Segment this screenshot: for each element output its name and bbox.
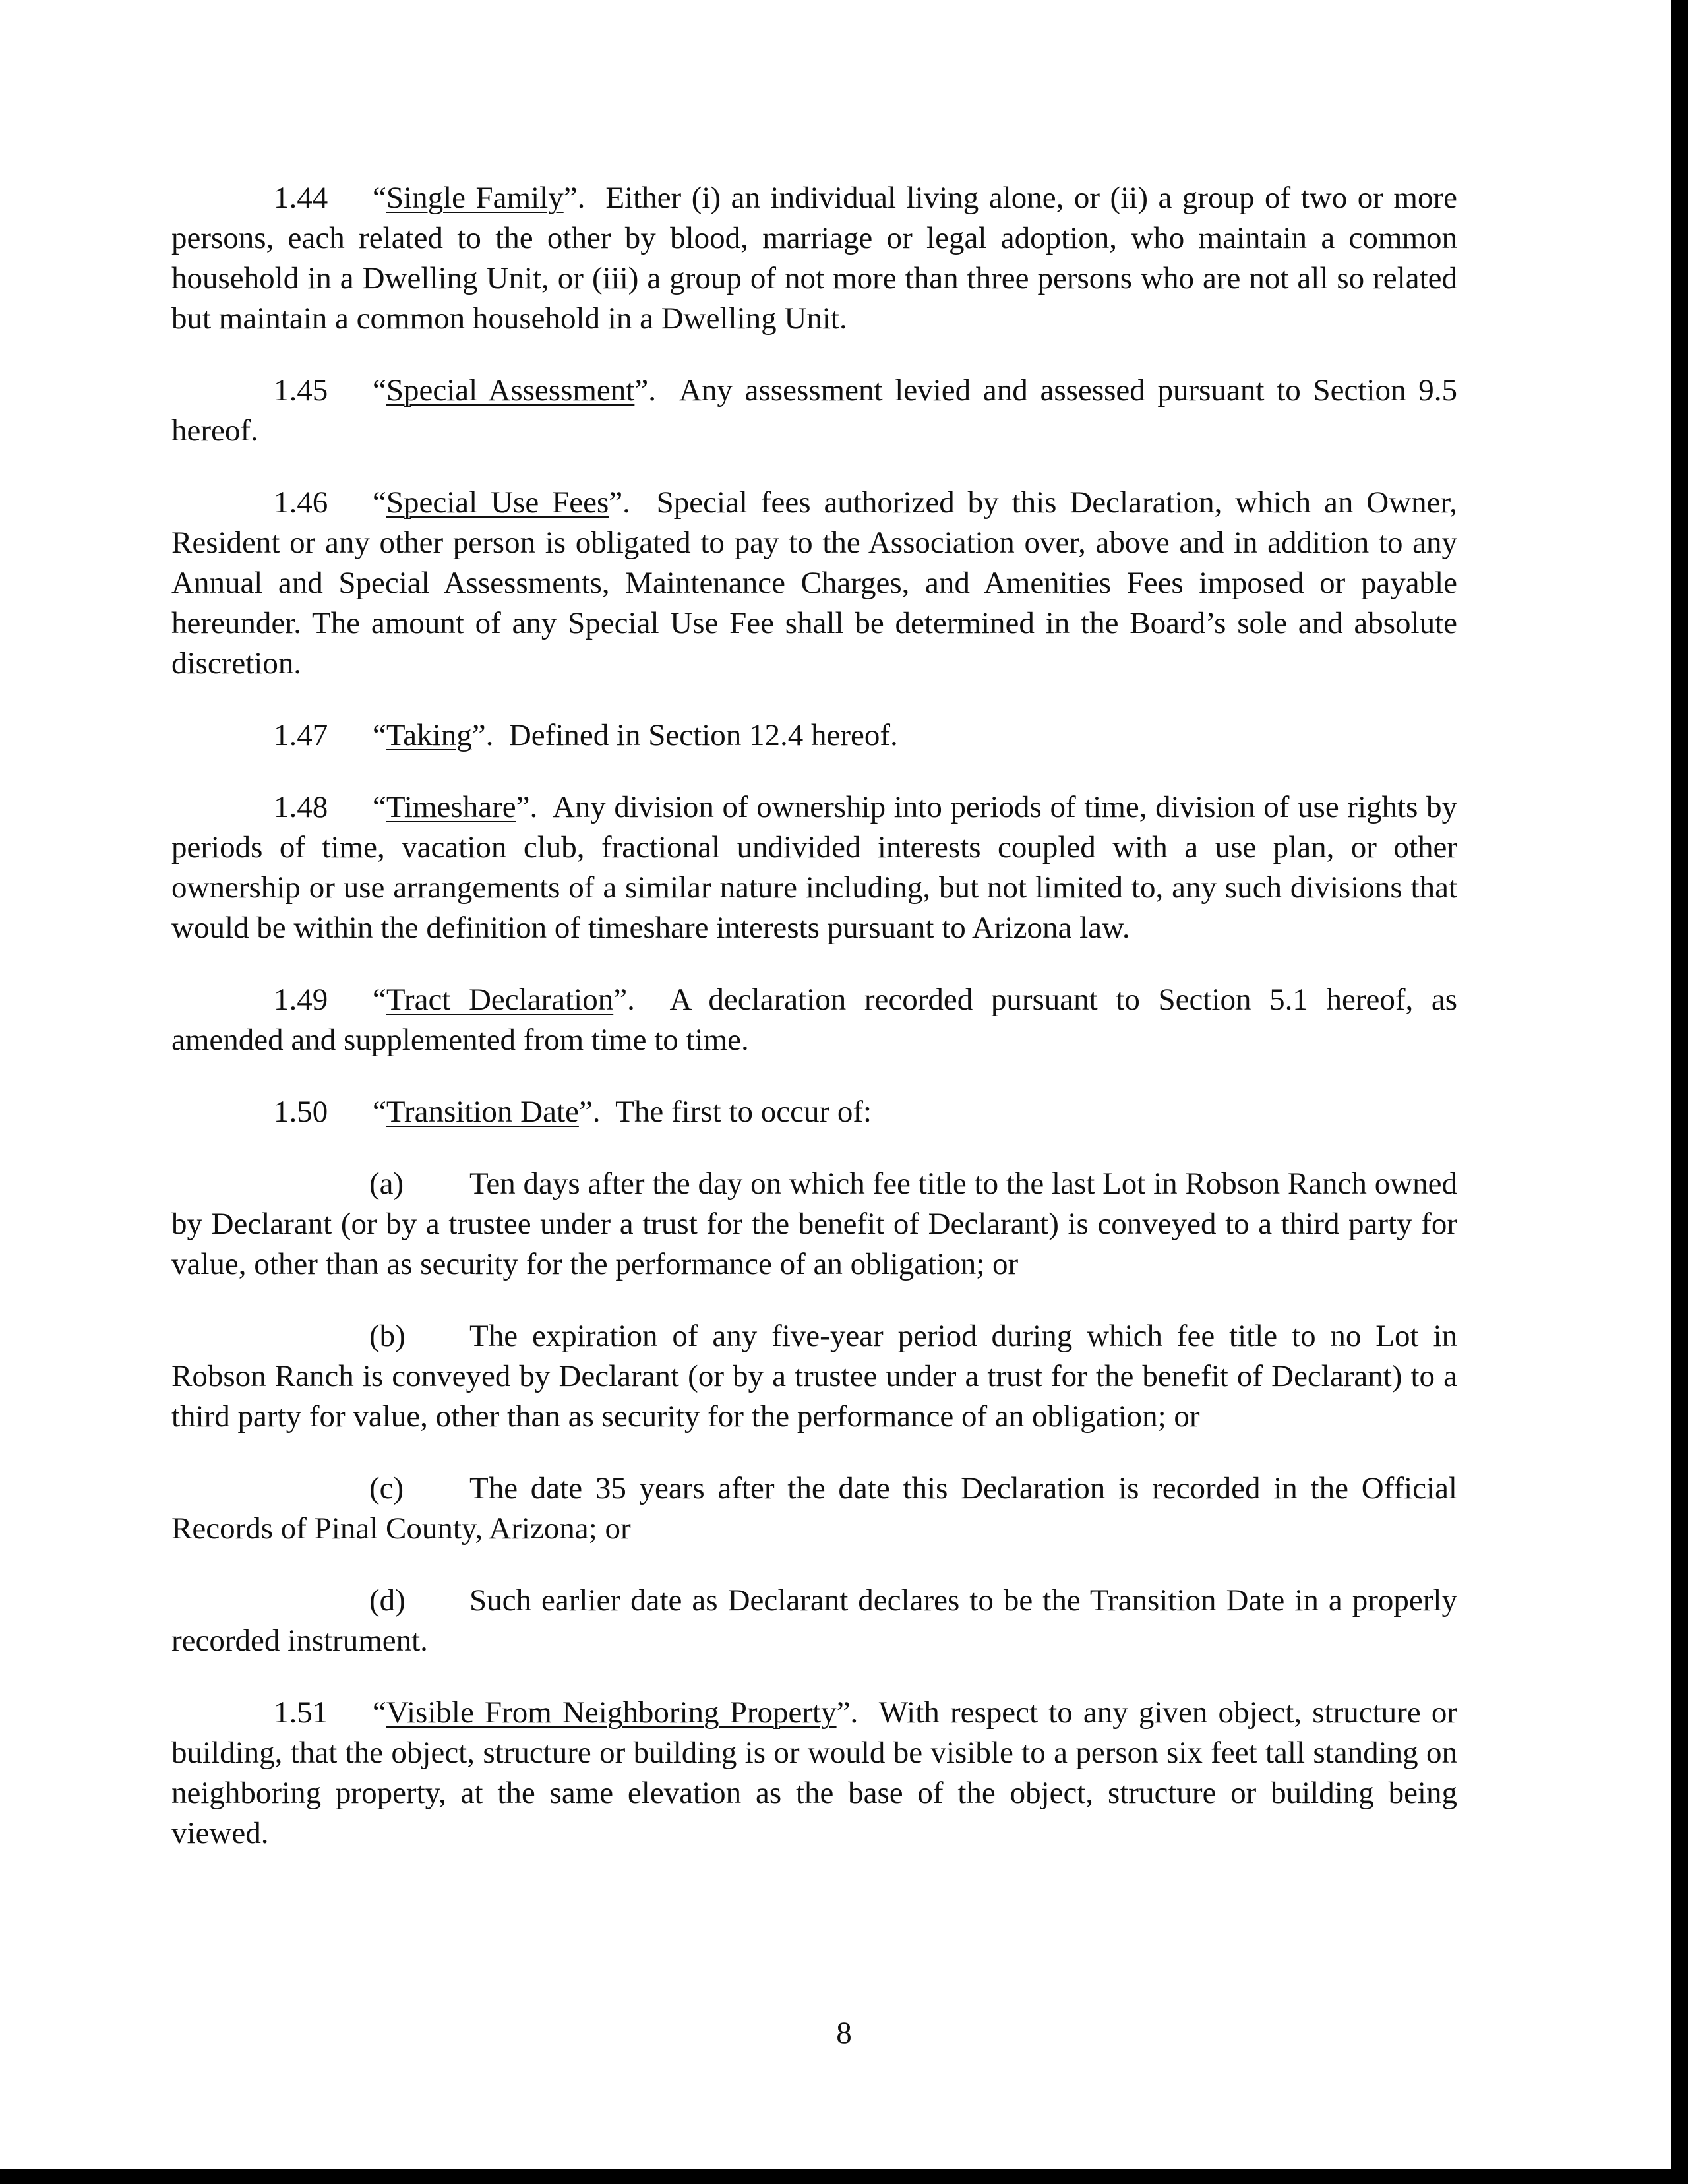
section-number: 1.46 — [274, 485, 328, 520]
defined-term: Single Family — [386, 181, 564, 215]
definition-text: The first to occur of: — [615, 1095, 872, 1129]
defined-term: Timeshare — [386, 790, 516, 824]
definition-1-49: 1.49 “Tract Declaration”. A declaration recorded pursuant to Section 5.1 hereof, as amended and supplemented from time to time. — [171, 980, 1457, 1060]
definition-1-48: 1.48 “Timeshare”. Any division of ownership into periods of time, division of use rights by periods of time, vacation club, fractional undivided interests coupled with a use plan, or other ownership or use arrangements of a similar nature including, but not limited to, any such divisions that would be within the definition of timeshare interests pursuant to Arizona law. — [171, 787, 1457, 948]
definition-1-44: 1.44 “Single Family”. Either (i) an individual living alone, or (ii) a group of two or more persons, each related to the other by blood, marriage or legal adoption, who maintain a common household in a Dwelling Unit, or (iii) a group of not more than three persons who are not all so related but maintain a common household in a Dwelling Unit. — [171, 178, 1457, 339]
subsection-label: (a) — [369, 1167, 404, 1201]
definition-text: Any assessment levied and assessed pursuant to Section 9.5 hereof. — [171, 373, 1457, 448]
page-number: 8 — [836, 2016, 852, 2050]
definition-text: Either (i) an individual living alone, or (ii) a group of two or more persons, each related to the other by blood, marriage or legal adoption, who maintain a common household in a Dwelling Unit, or (iii) a group of not more than three persons who are not all so related but maintain a common household in a Dwelling Unit. — [171, 181, 1458, 336]
defined-term: Taking — [386, 718, 472, 752]
defined-term: Visible From Neighboring Property — [386, 1695, 837, 1730]
definition-text: Any division of ownership into periods of time, division of use rights by periods of time, vacation club, fractional undivided interests coupled with a use plan, or other ownership or use arrangements of a similar nature including, but not limited to, any such divisions that would be within the definition of timeshare interests pursuant to Arizona law. — [171, 790, 1457, 945]
subsection-text: Such earlier date as Declarant declares to be the Transition Date in a properly recorded instrument. — [171, 1583, 1457, 1658]
definition-text: With respect to any given object, structure or building, that the object, structure or building is or would be visible to a person six feet tall standing on neighboring property, at the same elevation as the base of the object, structure or building being viewed. — [171, 1695, 1458, 1850]
definition-text: Defined in Section 12.4 hereof. — [508, 718, 898, 752]
defined-term: Tract Declaration — [386, 983, 614, 1017]
subsection-label: (b) — [369, 1319, 406, 1353]
definition-1-50: 1.50 “Transition Date”. The first to occur of: — [171, 1092, 1457, 1132]
scan-border-bottom — [0, 2169, 1688, 2184]
subsection-text: The date 35 years after the date this Declaration is recorded in the Official Records of Pinal County, Arizona; or — [171, 1471, 1457, 1546]
subsection-label: (c) — [369, 1471, 404, 1505]
subsection-label: (d) — [369, 1583, 406, 1618]
section-number: 1.50 — [274, 1095, 328, 1129]
section-number: 1.49 — [274, 983, 328, 1017]
definition-text: Special fees authorized by this Declaration, which an Owner, Resident or any other person is obligated to pay to the Association over, above and in addition to any Annual and Special Assessments, Maintenance Charges, and Amenities Fees imposed or payable hereunder. The amount of any Special Use Fee shall be determined in the Board’s sole and absolute discretion. — [171, 485, 1457, 681]
definition-text: A declaration recorded pursuant to Section 5.1 hereof, as amended and supplemented from time to time. — [171, 983, 1457, 1057]
subsection-b — [171, 1316, 1457, 1437]
section-number: 1.47 — [274, 718, 328, 752]
subsection-a — [171, 1164, 1457, 1285]
definition-1-47: 1.47 “Taking”. Defined in Section 12.4 hereof. — [171, 715, 1457, 756]
subsection-d — [171, 1581, 1457, 1661]
scan-border-right — [1671, 0, 1688, 2184]
subsection-text: Ten days after the day on which fee title to the last Lot in Robson Ranch owned by Declarant (or by a trustee under a trust for the benefit of Declarant) is conveyed to a third party for value, other than as security for the performance of an obligation; or — [171, 1167, 1457, 1281]
subsection-c — [171, 1469, 1457, 1549]
defined-term: Special Use Fees — [386, 485, 609, 520]
section-number: 1.44 — [274, 181, 328, 215]
definition-1-51: 1.51 “Visible From Neighboring Property”. With respect to any given object, structure or building, that the object, structure or building is or would be visible to a person six feet tall standing on neighboring property, at the same elevation as the base of the object, structure or building being viewed. — [171, 1693, 1457, 1854]
section-number: 1.48 — [274, 790, 328, 824]
defined-term: Transition Date — [386, 1095, 579, 1129]
defined-term: Special Assessment — [386, 373, 635, 408]
definition-1-46: 1.46 “Special Use Fees”. Special fees authorized by this Declaration, which an Owner, Resident or any other person is obligated to pay to the Association over, above and in addition to any Annual and Special Assessments, Maintenance Charges, and Amenities Fees imposed or payable hereunder. The amount of any Special Use Fee shall be determined in the Board’s sole and absolute discretion. — [171, 483, 1457, 684]
subsection-text: The expiration of any five-year period during which fee title to no Lot in Robson Ranch is conveyed by Declarant (or by a trustee under a trust for the benefit of Declarant) to a third party for value, other than as security for the performance of an obligation; or — [171, 1319, 1457, 1434]
page-content — [171, 178, 1457, 1885]
definition-1-45: 1.45 “Special Assessment”. Any assessment levied and assessed pursuant to Section 9.5 hereof. — [171, 371, 1457, 451]
section-number: 1.45 — [274, 373, 328, 408]
section-number: 1.51 — [274, 1695, 328, 1730]
